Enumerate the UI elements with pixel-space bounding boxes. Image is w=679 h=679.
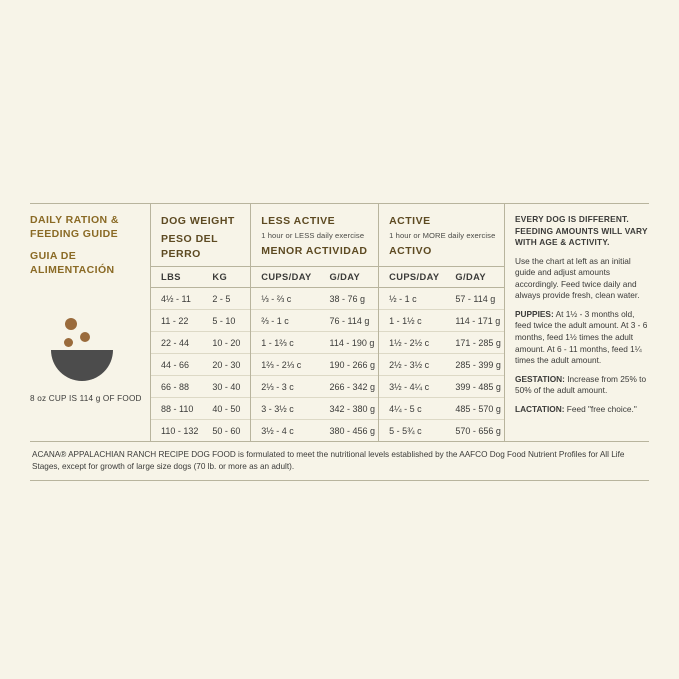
group-header-active — [379, 204, 504, 266]
kibble-icon — [65, 318, 77, 330]
cell-lbs: 44 - 66 — [151, 354, 202, 376]
cell-grams-active: 171 - 285 g — [445, 332, 504, 354]
column-header-grams-active: G/DAY — [455, 272, 486, 282]
dog-bowl-illustration — [46, 314, 118, 384]
cell-grams-active: 570 - 656 g — [445, 420, 504, 442]
column-header-kg: KG — [212, 272, 228, 282]
notes-lactation-label: LACTATION: — [515, 404, 565, 415]
group-weight-label-en: DOG WEIGHT — [161, 215, 235, 227]
column-header-row — [151, 267, 504, 288]
cell-cups-less-active: 1 - 1⅔ c — [251, 332, 320, 354]
cell-grams-active: 114 - 171 g — [445, 310, 504, 332]
group-weight-label-es: PESO DEL PERRO — [161, 233, 218, 260]
cup-conversion-note: 8 oz CUP IS 114 g OF FOOD — [30, 394, 142, 403]
kibble-icon — [64, 338, 73, 347]
column-header-cups-less-active: CUPS/DAY — [251, 267, 320, 288]
column-header-lbs: LBS — [161, 272, 181, 282]
notes-puppies — [515, 309, 649, 367]
notes-puppies-text: At 1½ - 3 months old, feed twice the adult amount. At 3 - 6 months, feed 1½ times the adult amount. At 6 - 11 months, feed 1¼ times the adult amount. — [515, 308, 648, 366]
cell-kg: 30 - 40 — [202, 376, 250, 398]
cell-cups-active: 5 - 5¾ c — [379, 420, 446, 442]
cell-cups-active: 1 - 1½ c — [379, 310, 446, 332]
cell-lbs: 66 - 88 — [151, 376, 202, 398]
feeding-guide-panel — [30, 203, 649, 481]
notes-gestation-text: Increase from 25% to 50% of the adult amount. — [515, 373, 647, 396]
notes-headline: EVERY DOG IS DIFFERENT. FEEDING AMOUNTS WILL VARY WITH AGE & ACTIVITY. — [515, 214, 648, 247]
table-row — [151, 354, 504, 376]
bowl-icon — [51, 350, 113, 381]
table-row — [151, 288, 504, 310]
column-header-cups-active: CUPS/DAY — [379, 267, 446, 288]
table-row — [151, 332, 504, 354]
cell-kg: 40 - 50 — [202, 398, 250, 420]
notes-gestation — [515, 374, 649, 397]
cell-lbs: 88 - 110 — [151, 398, 202, 420]
cell-kg: 2 - 5 — [202, 288, 250, 310]
notes-puppies-label: PUPPIES: — [515, 308, 554, 319]
cell-cups-less-active: 1⅔ - 2⅓ c — [251, 354, 320, 376]
cell-lbs: 4½ - 11 — [151, 288, 202, 310]
table-row — [151, 420, 504, 442]
group-less-active-label-es: MENOR ACTIVIDAD — [261, 245, 368, 257]
group-active-label-es: ACTIVO — [389, 245, 432, 257]
guide-title — [30, 214, 150, 277]
cell-cups-active: 3½ - 4¼ c — [379, 376, 446, 398]
guide-title-en: DAILY RATION & FEEDING GUIDE — [30, 214, 119, 240]
cell-kg: 5 - 10 — [202, 310, 250, 332]
cell-grams-less-active: 38 - 76 g — [320, 288, 379, 310]
feeding-notes-column — [505, 204, 649, 441]
cell-cups-active: 1½ - 2½ c — [379, 332, 446, 354]
group-header-less-active — [251, 204, 379, 266]
cell-grams-less-active: 76 - 114 g — [320, 310, 379, 332]
cell-grams-less-active: 114 - 190 g — [320, 332, 379, 354]
group-header-weight — [151, 204, 251, 266]
cell-cups-active: ½ - 1 c — [379, 288, 446, 310]
table-row — [151, 376, 504, 398]
cell-cups-less-active: 3½ - 4 c — [251, 420, 320, 442]
guide-title-es: GUIA DE ALIMENTACIÓN — [30, 250, 115, 276]
kibble-icon — [80, 332, 90, 342]
notes-intro: Use the chart at left as an initial guide and adjust amounts accordingly. Feed twice daily and always provide fresh, clean water. — [515, 255, 640, 301]
aafco-statement: ACANA® APPALACHIAN RANCH RECIPE DOG FOOD is formulated to meet the nutritional levels established by the AAFCO Dog Food Nutrient Profiles for All Life Stages, except for growth of large size dogs (70 lb. or more as an adult). — [32, 450, 625, 471]
panel-content — [30, 204, 649, 441]
group-header-row — [151, 204, 504, 266]
cell-cups-less-active: 2⅓ - 3 c — [251, 376, 320, 398]
cell-grams-active: 399 - 485 g — [445, 376, 504, 398]
column-header-grams-less-active: G/DAY — [329, 272, 361, 282]
cell-cups-less-active: ⅓ - ⅔ c — [251, 288, 320, 310]
group-less-active-label-en: LESS ACTIVE — [261, 215, 336, 227]
cell-grams-active: 57 - 114 g — [445, 288, 504, 310]
cell-grams-less-active: 266 - 342 g — [320, 376, 379, 398]
notes-lactation — [515, 404, 649, 416]
cell-grams-less-active: 380 - 456 g — [320, 420, 379, 442]
notes-lactation-text: Feed "free choice." — [564, 404, 637, 415]
cell-cups-less-active: ⅔ - 1 c — [251, 310, 320, 332]
cell-kg: 50 - 60 — [202, 420, 250, 442]
panel-footer-rule — [30, 480, 649, 481]
cell-cups-active: 2½ - 3½ c — [379, 354, 446, 376]
cell-cups-less-active: 3 - 3½ c — [251, 398, 320, 420]
cell-kg: 10 - 20 — [202, 332, 250, 354]
cell-lbs: 110 - 132 — [151, 420, 202, 442]
feeding-table — [151, 204, 504, 441]
cell-grams-active: 485 - 570 g — [445, 398, 504, 420]
notes-gestation-label: GESTATION: — [515, 373, 565, 384]
cell-cups-active: 4¼ - 5 c — [379, 398, 446, 420]
cell-grams-less-active: 190 - 266 g — [320, 354, 379, 376]
cell-kg: 20 - 30 — [202, 354, 250, 376]
group-less-active-sub: 1 hour or LESS daily exercise — [261, 231, 365, 240]
cell-lbs: 22 - 44 — [151, 332, 202, 354]
table-row — [151, 310, 504, 332]
left-column — [30, 204, 150, 441]
feeding-table-column — [150, 204, 505, 441]
cell-grams-less-active: 342 - 380 g — [320, 398, 379, 420]
group-active-sub: 1 hour or MORE daily exercise — [389, 231, 496, 240]
group-active-label-en: ACTIVE — [389, 215, 431, 227]
table-row — [151, 398, 504, 420]
cell-lbs: 11 - 22 — [151, 310, 202, 332]
cell-grams-active: 285 - 399 g — [445, 354, 504, 376]
